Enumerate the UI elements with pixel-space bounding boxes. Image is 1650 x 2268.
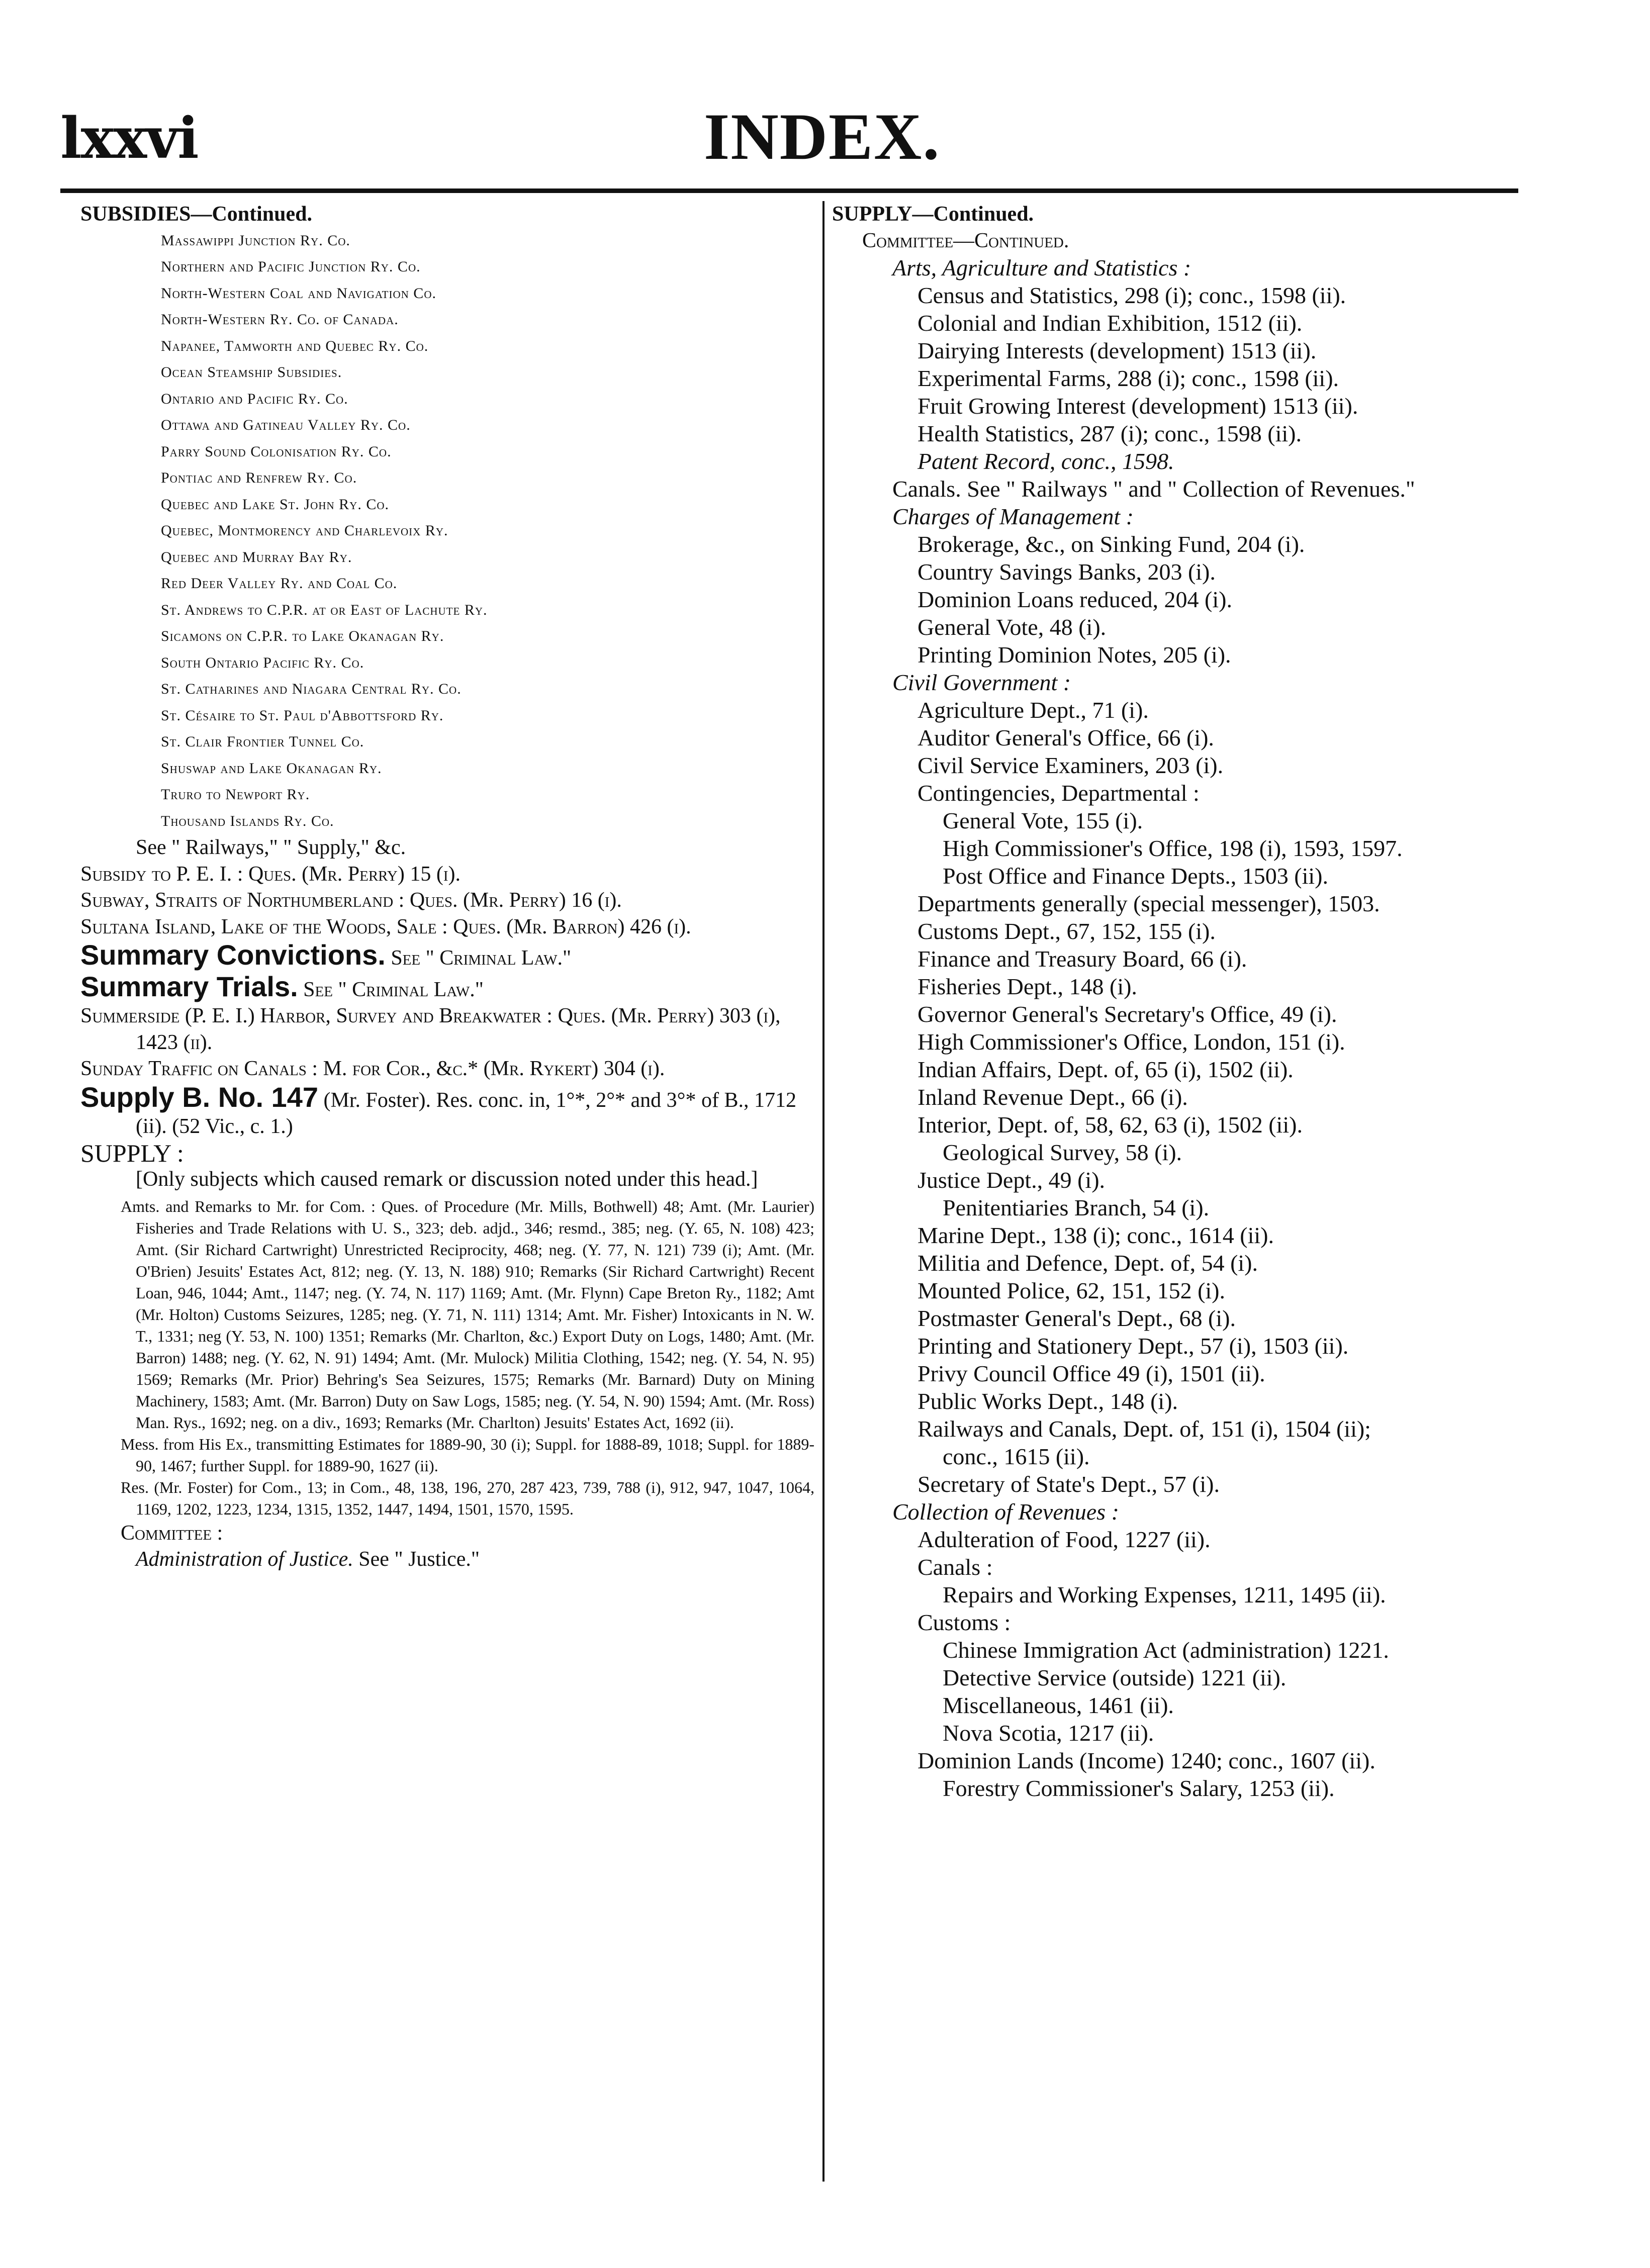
subsidy-item: Truro to Newport Ry. [161,786,310,803]
continued-heading: SUBSIDIES—Continued. [80,203,313,226]
list-item: Adulteration of Food, 1227 (ii). [918,1527,1211,1552]
list-item: Contingencies, Departmental : [918,780,1200,806]
list-item: Justice Dept., 49 (i). [918,1167,1106,1193]
list-item: Colonial and Indian Exhibition, 1512 (ii). [918,310,1303,336]
admin-justice-entry [80,1546,814,1573]
list-item: Interior, Dept. of, 58, 62, 63 (i), 1502 (ii). [918,1112,1303,1138]
subsidy-item: Sicamons on C.P.R. to Lake Okanagan Ry. [161,628,444,644]
list-item: Fisheries Dept., 148 (i). [918,974,1137,999]
canals-see-entry: Canals. See " Railways " and " Collection of Revenues." [892,476,1415,502]
subsidy-item: St. Césaire to St. Paul d'Abbottsford Ry. [161,707,444,724]
list-item: Geological Survey, 58 (i). [943,1140,1182,1165]
list-item: Marine Dept., 138 (i); conc., 1614 (ii). [918,1222,1274,1248]
list-item: Indian Affairs, Dept. of, 65 (i), 1502 (ii). [918,1057,1294,1082]
list-item: Patent Record, conc., 1598. [918,448,1174,474]
list-item: Post Office and Finance Depts., 1503 (ii). [943,863,1328,889]
section-heading: Arts, Agriculture and Statistics : [892,255,1191,280]
list-item: Chinese Immigration Act (administration) 1221. [943,1637,1389,1663]
committee-continued: Committee—Continued. [862,229,1069,252]
subsidy-item: Shuswap and Lake Okanagan Ry. [161,760,382,777]
subsidy-item: Red Deer Valley Ry. and Coal Co. [161,575,398,592]
left-column [80,201,814,1573]
index-entry: Sunday Traffic on Canals : M. for Cor., &c.* (Mr. Rykert) 304 (i). [80,1057,665,1080]
list-item: Penitentiaries Branch, 54 (i). [943,1195,1210,1220]
page-number: lxxvi [60,106,198,171]
index-entry: Summerside (P. E. I.) Harbor, Survey and Breakwater : Ques. (Mr. Perry) 303 (i), 1423 (ii). [80,1004,781,1054]
subsidies-see-also: See " Railways," " Supply," &c. [136,836,406,859]
list-item: Repairs and Working Expenses, 1211, 1495 (ii). [943,1582,1386,1608]
list-item: Privy Council Office 49 (i), 1501 (ii). [918,1361,1265,1386]
subsidy-item: Northern and Pacific Junction Ry. Co. [161,258,421,275]
section-heading: Charges of Management : [892,504,1134,529]
subsidy-item: Napanee, Tamworth and Quebec Ry. Co. [161,337,429,354]
admin-justice-heading: Administration of Justice. [136,1548,353,1571]
amendments-block: Amts. and Remarks to Mr. for Com. : Ques. of Procedure (Mr. Mills, Bothwell) 48; Amt. (Mr. Laurier) Fisheries and Trade Relations with U. S., 323; deb. adjd., 346; resmd., 385; neg. (Y. 65, N. 108) 423; Amt. (Sir Richard Cartwright) Unrestricted Reciprocity, 468; neg. (Y. 77, N. 121) 739 (i); Amt. (Mr. O'Brien) Jesuits' Estates Act, 812; neg. (Y. 13, N. 188) 910; Remarks (Sir Richard Cartwright) Recent Loan, 946, 1044; Amt., 1147; neg. (Y. 74, N. 117) 1169; Amt. (Mr. Flynn) Cape Breton Ry., 1182; Amt (Mr. Holton) Customs Seizures, 1285; neg. (Y. 71, N. 111) 1314; Amt. Mr. Fisher) Intoxicants in N. W. T., 1331; neg (Y. 53, N. 100) 1351; Remarks (Mr. Charlton, &c.) Export Duty on Logs, 1480; Amt. (Mr. Barron) 1488; neg. (Y. 62, N. 91) 1494; Amt. (Mr. Mulock) Militia Clothing, 1542; neg. (Y. 54, N. 95) 1569; Remarks (Mr. Prior) Behring's Sea Seizures, 1575; Remarks (Mr. Barnard) Duty on Mining Machinery, 1583; Amt. (Mr. Barron) Duty on Saw Logs, 1585; neg. (Y. 54, N. 90) 1594; Amt. (Mr. Ross) Man. Rys., 1692; neg. on a div., 1693; Remarks (Mr. Charlton) Jesuits' Estates Act, 1692 (ii). [121,1197,814,1432]
list-item: Militia and Defence, Dept. of, 54 (i). [918,1250,1258,1276]
list-item: General Vote, 48 (i). [918,614,1107,640]
list-item: Governor General's Secretary's Office, 49 (i). [918,1001,1337,1027]
section-heading: Collection of Revenues : [892,1499,1119,1525]
subsidy-item: North-Western Coal and Navigation Co. [161,285,436,302]
subsidy-item: St. Catharines and Niagara Central Ry. Co. [161,681,462,697]
list-item: Dominion Loans reduced, 204 (i). [918,587,1232,612]
subsidy-item: Quebec and Murray Bay Ry. [161,548,352,565]
list-item: Customs : [918,1610,1011,1635]
subsidy-item: Ottawa and Gatineau Valley Ry. Co. [161,417,411,433]
list-item: Secretary of State's Dept., 57 (i). [918,1471,1220,1497]
list-item: Civil Service Examiners, 203 (i). [918,752,1224,778]
supply-note: [Only subjects which caused remark or discussion noted under this head.] [136,1168,758,1191]
index-entry: Subsidy to P. E. I. : Ques. (Mr. Perry) 15 (i). [80,862,461,886]
list-item: Dairying Interests (development) 1513 (ii). [918,338,1317,363]
supply-bill-entry [80,1082,814,1140]
list-item: Census and Statistics, 298 (i); conc., 1598 (ii). [918,282,1346,308]
summary-trials-heading: Summary Trials. [80,970,298,1002]
list-item: Canals : [918,1554,993,1580]
summary-convictions-heading: Summary Convictions. [80,939,386,971]
list-item: conc., 1615 (ii). [943,1444,1090,1469]
index-entry: Subway, Straits of Northumberland : Ques. (Mr. Perry) 16 (i). [80,889,622,912]
list-item: Auditor General's Office, 66 (i). [918,725,1214,750]
list-item: Public Works Dept., 148 (i). [918,1388,1178,1414]
list-item: Mounted Police, 62, 151, 152 (i). [918,1278,1225,1303]
list-item: Inland Revenue Dept., 66 (i). [918,1084,1188,1110]
subsidy-item: St. Andrews to C.P.R. at or East of Lachute Ry. [161,601,488,618]
list-item: Railways and Canals, Dept. of, 151 (i), 1504 (ii); [918,1416,1371,1442]
resolutions-block: Res. (Mr. Foster) for Com., 13; in Com., 48, 138, 196, 270, 287 423, 739, 788 (i), 912, 947, 1047, 1064, 1169, 1202, 1223, 1234, 1315, 1352, 1447, 1494, 1501, 1570, 1595. [121,1478,814,1518]
summary-trials-see: See " Criminal Law." [303,978,484,1001]
list-item: Departments generally (special messenger), 1503. [918,891,1380,916]
subsidy-item: Ontario and Pacific Ry. Co. [161,390,348,407]
list-item: Finance and Treasury Board, 66 (i). [918,946,1247,972]
right-column [832,201,1556,1802]
subsidy-item: Parry Sound Colonisation Ry. Co. [161,443,392,460]
right-continued-heading: SUPPLY—Continued. [832,203,1034,226]
supply-heading: SUPPLY : [80,1139,184,1167]
subsidies-list [80,228,814,835]
subsidy-item: South Ontario Pacific Ry. Co. [161,654,364,671]
supply-bill-heading: Supply B. No. 147 [80,1081,318,1113]
page-title: INDEX. [704,100,941,173]
list-item: Miscellaneous, 1461 (ii). [943,1692,1174,1718]
list-item: Agriculture Dept., 71 (i). [918,697,1149,723]
list-item: Customs Dept., 67, 152, 155 (i). [918,918,1216,944]
list-item: Health Statistics, 287 (i); conc., 1598 (ii). [918,421,1302,446]
subsidy-item: North-Western Ry. Co. of Canada. [161,311,399,328]
messages-block: Mess. from His Ex., transmitting Estimates for 1889-90, 30 (i); Suppl. for 1888-89, 1018; Suppl. for 1889-90, 1467; further Suppl. for 1889-90, 1627 (ii). [121,1435,814,1475]
list-item: Postmaster General's Dept., 68 (i). [918,1305,1236,1331]
subsidy-item: Quebec, Montmorency and Charlevoix Ry. [161,522,448,539]
page-header [0,0,1650,191]
summary-trials-entry [80,972,814,1003]
subsidy-item: St. Clair Frontier Tunnel Co. [161,733,364,750]
supply-bill-detail: (Mr. Foster). Res. conc. in, 1°*, 2°* and 3°* of B., 1712 (ii). (52 Vic., c. 1.) [136,1088,796,1138]
admin-justice-see: See " Justice." [358,1548,480,1571]
section-heading: Civil Government : [892,670,1071,695]
list-item: General Vote, 155 (i). [943,808,1143,833]
list-item: Country Savings Banks, 203 (i). [918,559,1216,585]
list-item: High Commissioner's Office, 198 (i), 1593, 1597. [943,835,1403,861]
subsidy-item: Pontiac and Renfrew Ry. Co. [161,469,357,486]
list-item: Nova Scotia, 1217 (ii). [943,1720,1154,1746]
column-divider [822,201,824,2182]
header-rule [60,188,1518,193]
list-item: Forestry Commissioner's Salary, 1253 (ii). [943,1775,1335,1801]
list-item: High Commissioner's Office, London, 151 (i). [918,1029,1345,1055]
summary-convictions-see: See " Criminal Law." [391,947,572,970]
list-item: Experimental Farms, 288 (i); conc., 1598 (ii). [918,365,1339,391]
list-item: Fruit Growing Interest (development) 1513 (ii). [918,393,1358,419]
list-item: Detective Service (outside) 1221 (ii). [943,1665,1287,1690]
list-item: Printing and Stationery Dept., 57 (i), 1503 (ii). [918,1333,1349,1359]
list-item: Brokerage, &c., on Sinking Fund, 204 (i). [918,531,1305,557]
subsidy-item: Ocean Steamship Subsidies. [161,364,342,381]
committee-heading: Committee : [121,1521,223,1545]
subsidy-item: Thousand Islands Ry. Co. [161,812,334,829]
subsidy-item: Massawippi Junction Ry. Co. [161,232,350,249]
list-item: Dominion Lands (Income) 1240; conc., 1607 (ii). [918,1748,1376,1773]
list-item: Printing Dominion Notes, 205 (i). [918,642,1231,668]
index-entry: Sultana Island, Lake of the Woods, Sale : Ques. (Mr. Barron) 426 (i). [80,915,691,938]
summary-convictions-entry [80,940,814,972]
subsidy-item: Quebec and Lake St. John Ry. Co. [161,496,390,513]
